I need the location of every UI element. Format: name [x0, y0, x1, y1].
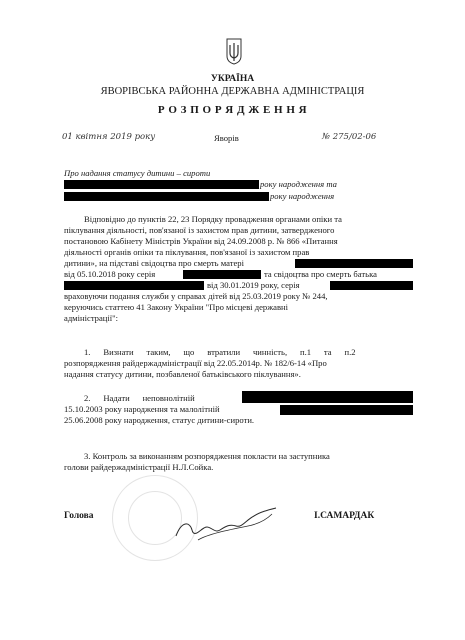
administration-title: ЯВОРІВСЬКА РАЙОННА ДЕРЖАВНА АДМІНІСТРАЦІЯ: [100, 86, 365, 97]
coat-of-arms-icon: [225, 37, 243, 65]
paragraph-line: керуючись статтею 41 Закону України "Про місцеві державні: [64, 302, 288, 312]
signature-position: Голова: [64, 511, 94, 521]
signature-name: І.САМАРДАК: [314, 511, 375, 521]
redacted-block: [295, 259, 413, 268]
country-title: УКРАЇНА: [210, 74, 255, 84]
redacted-block: [330, 281, 413, 290]
subject-line2-suffix: року народження: [270, 191, 335, 201]
item-3-line: голови райдержадміністрації Н.Л.Сойка.: [64, 462, 214, 472]
item-2-line: 15.10.2003 року народження та малолітній: [64, 404, 220, 414]
item-1-line: розпорядження райдержадміністрації від 22.05.2014р. № 182/6-14 «Про: [64, 358, 327, 368]
redacted-block: [64, 281, 204, 290]
subject-line1-suffix: року народження та: [260, 179, 337, 189]
item-1-line: надання статусу дитини, позбавленої батьківського піклування».: [64, 369, 301, 379]
paragraph-line: адміністрації":: [64, 313, 119, 323]
item-1-line: 1. Визнати таким, що втратили чинність, п.1 та п.2: [84, 347, 356, 357]
item-2-line: 25.06.2008 року народження, статус дитини-сироти.: [64, 415, 255, 425]
paragraph-line: та свідоцтва про смерть батька: [264, 269, 377, 279]
paragraph-line: від 05.10.2018 року серія: [64, 269, 156, 279]
redacted-block: [242, 391, 413, 403]
redacted-block: [183, 270, 261, 279]
paragraph-line: дитини», на підставі свідоцтва про смерть матері: [64, 258, 244, 268]
paragraph-line: від 30.01.2019 року, серія: [207, 280, 300, 290]
item-3-line: 3. Контроль за виконанням розпорядження покласти на заступника: [84, 451, 330, 461]
document-type-title: Р О З П О Р Я Д Ж Е Н Н Я: [157, 104, 308, 116]
place-label: Яворів: [214, 133, 239, 143]
redacted-block: [64, 192, 269, 201]
redacted-block: [64, 180, 259, 189]
paragraph-line: піклування діяльності, пов'язаної із захистом прав дитини, затвердженого: [64, 225, 335, 235]
subject-title: Про надання статусу дитини – сироти: [64, 168, 211, 178]
handwritten-signature: [168, 500, 283, 548]
paragraph-line: Відповідно до пунктів 22, 23 Порядку провадження органами опіки та: [84, 214, 342, 224]
handwritten-date: 01 квітня 2019 року: [62, 132, 156, 142]
paragraph-line: діяльності органів опіки та піклування, пов'язаної із захистом прав: [64, 247, 310, 257]
handwritten-number: № 275/02-06: [322, 132, 377, 142]
item-2-line: 2. Надати неповнолітній: [84, 393, 195, 403]
redacted-block: [280, 405, 413, 415]
paragraph-line: постановою Кабінету Міністрів України від 24.09.2008 р. № 866 «Питання: [64, 236, 338, 246]
paragraph-line: враховуючи подання служби у справах дітей від 25.03.2019 року № 244,: [64, 291, 328, 301]
